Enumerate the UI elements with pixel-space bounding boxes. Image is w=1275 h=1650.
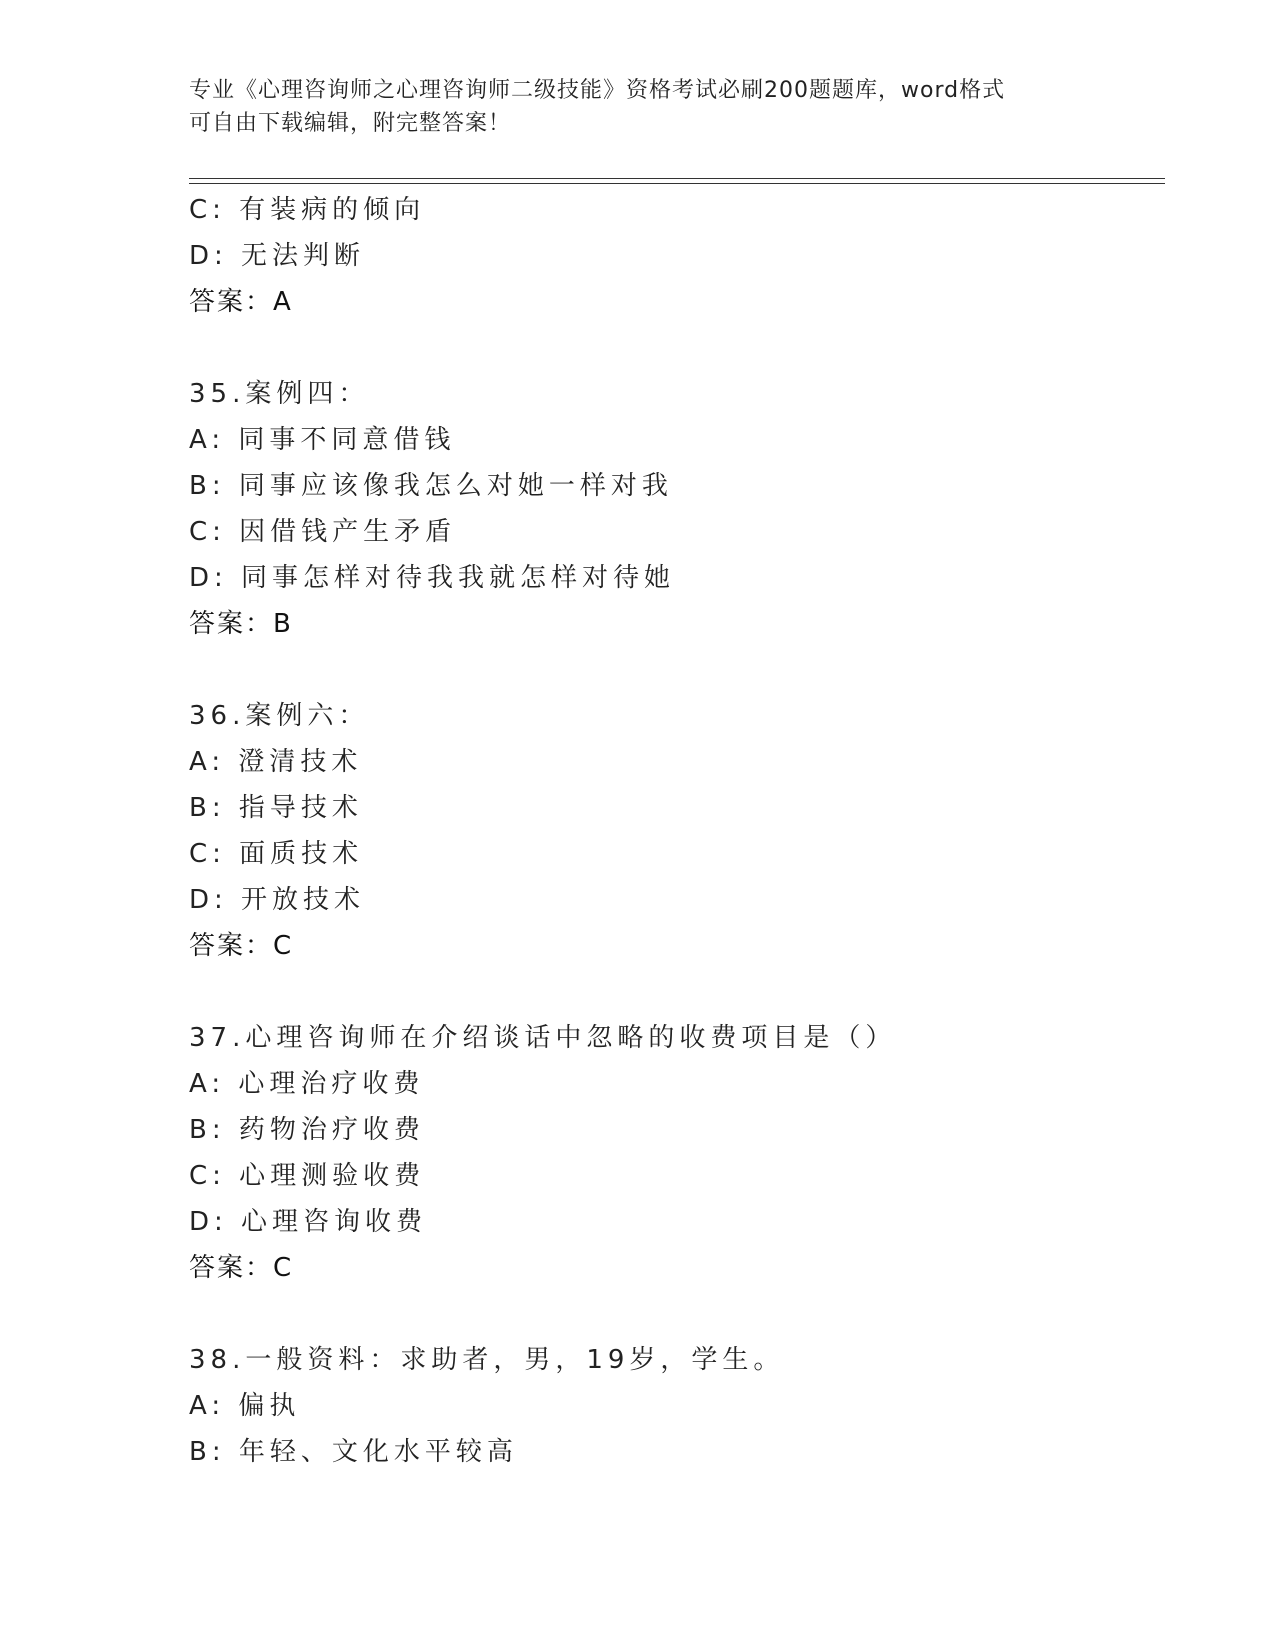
option-c: C: 有装病的倾向 [189, 195, 426, 225]
question-38 [189, 1337, 1165, 1475]
question-37 [189, 1015, 1165, 1291]
question-36 [189, 693, 1165, 969]
option-c: C: 心理测验收费 [189, 1161, 426, 1191]
option-a: A: 心理治疗收费 [189, 1069, 425, 1099]
option-b: B: 年轻、文化水平较高 [189, 1437, 518, 1467]
document-header [189, 74, 1089, 140]
spacer [189, 647, 1165, 693]
spacer [189, 1291, 1165, 1337]
option-c: C: 面质技术 [189, 839, 364, 869]
answer-label: 答案：A [189, 287, 293, 317]
answer-label: 答案：C [189, 931, 294, 961]
question-stem: 38.一般资料：求助者，男，19岁，学生。 [189, 1345, 785, 1375]
header-title-line-2: 可自由下载编辑，附完整答案！ [189, 111, 512, 136]
option-a: A: 澄清技术 [189, 747, 363, 777]
answer-label: 答案：C [189, 1253, 294, 1283]
option-a: A: 偏执 [189, 1391, 301, 1421]
option-d: D: 同事怎样对待我我就怎样对待她 [189, 563, 676, 593]
question-35 [189, 371, 1165, 647]
question-stem: 37.心理咨询师在介绍谈话中忽略的收费项目是（） [189, 1023, 897, 1053]
option-b: B: 指导技术 [189, 793, 363, 823]
option-c: C: 因借钱产生矛盾 [189, 517, 457, 547]
spacer [189, 325, 1165, 371]
option-b: B: 药物治疗收费 [189, 1115, 425, 1145]
question-stem: 35.案例四： [189, 379, 370, 409]
answer-label: 答案：B [189, 609, 293, 639]
option-d: D: 无法判断 [189, 241, 366, 271]
option-d: D: 心理咨询收费 [189, 1207, 428, 1237]
question-34 [189, 187, 1165, 325]
option-b: B: 同事应该像我怎么对她一样对我 [189, 471, 673, 501]
option-d: D: 开放技术 [189, 885, 366, 915]
question-list [189, 187, 1165, 1475]
header-divider-bottom [189, 183, 1165, 184]
question-stem: 36.案例六： [189, 701, 370, 731]
header-divider-top [189, 178, 1165, 179]
header-title-line-1: 专业《心理咨询师之心理咨询师二级技能》资格考试必刷200题题库，word格式 [189, 78, 1006, 103]
spacer [189, 969, 1165, 1015]
option-a: A: 同事不同意借钱 [189, 425, 456, 455]
